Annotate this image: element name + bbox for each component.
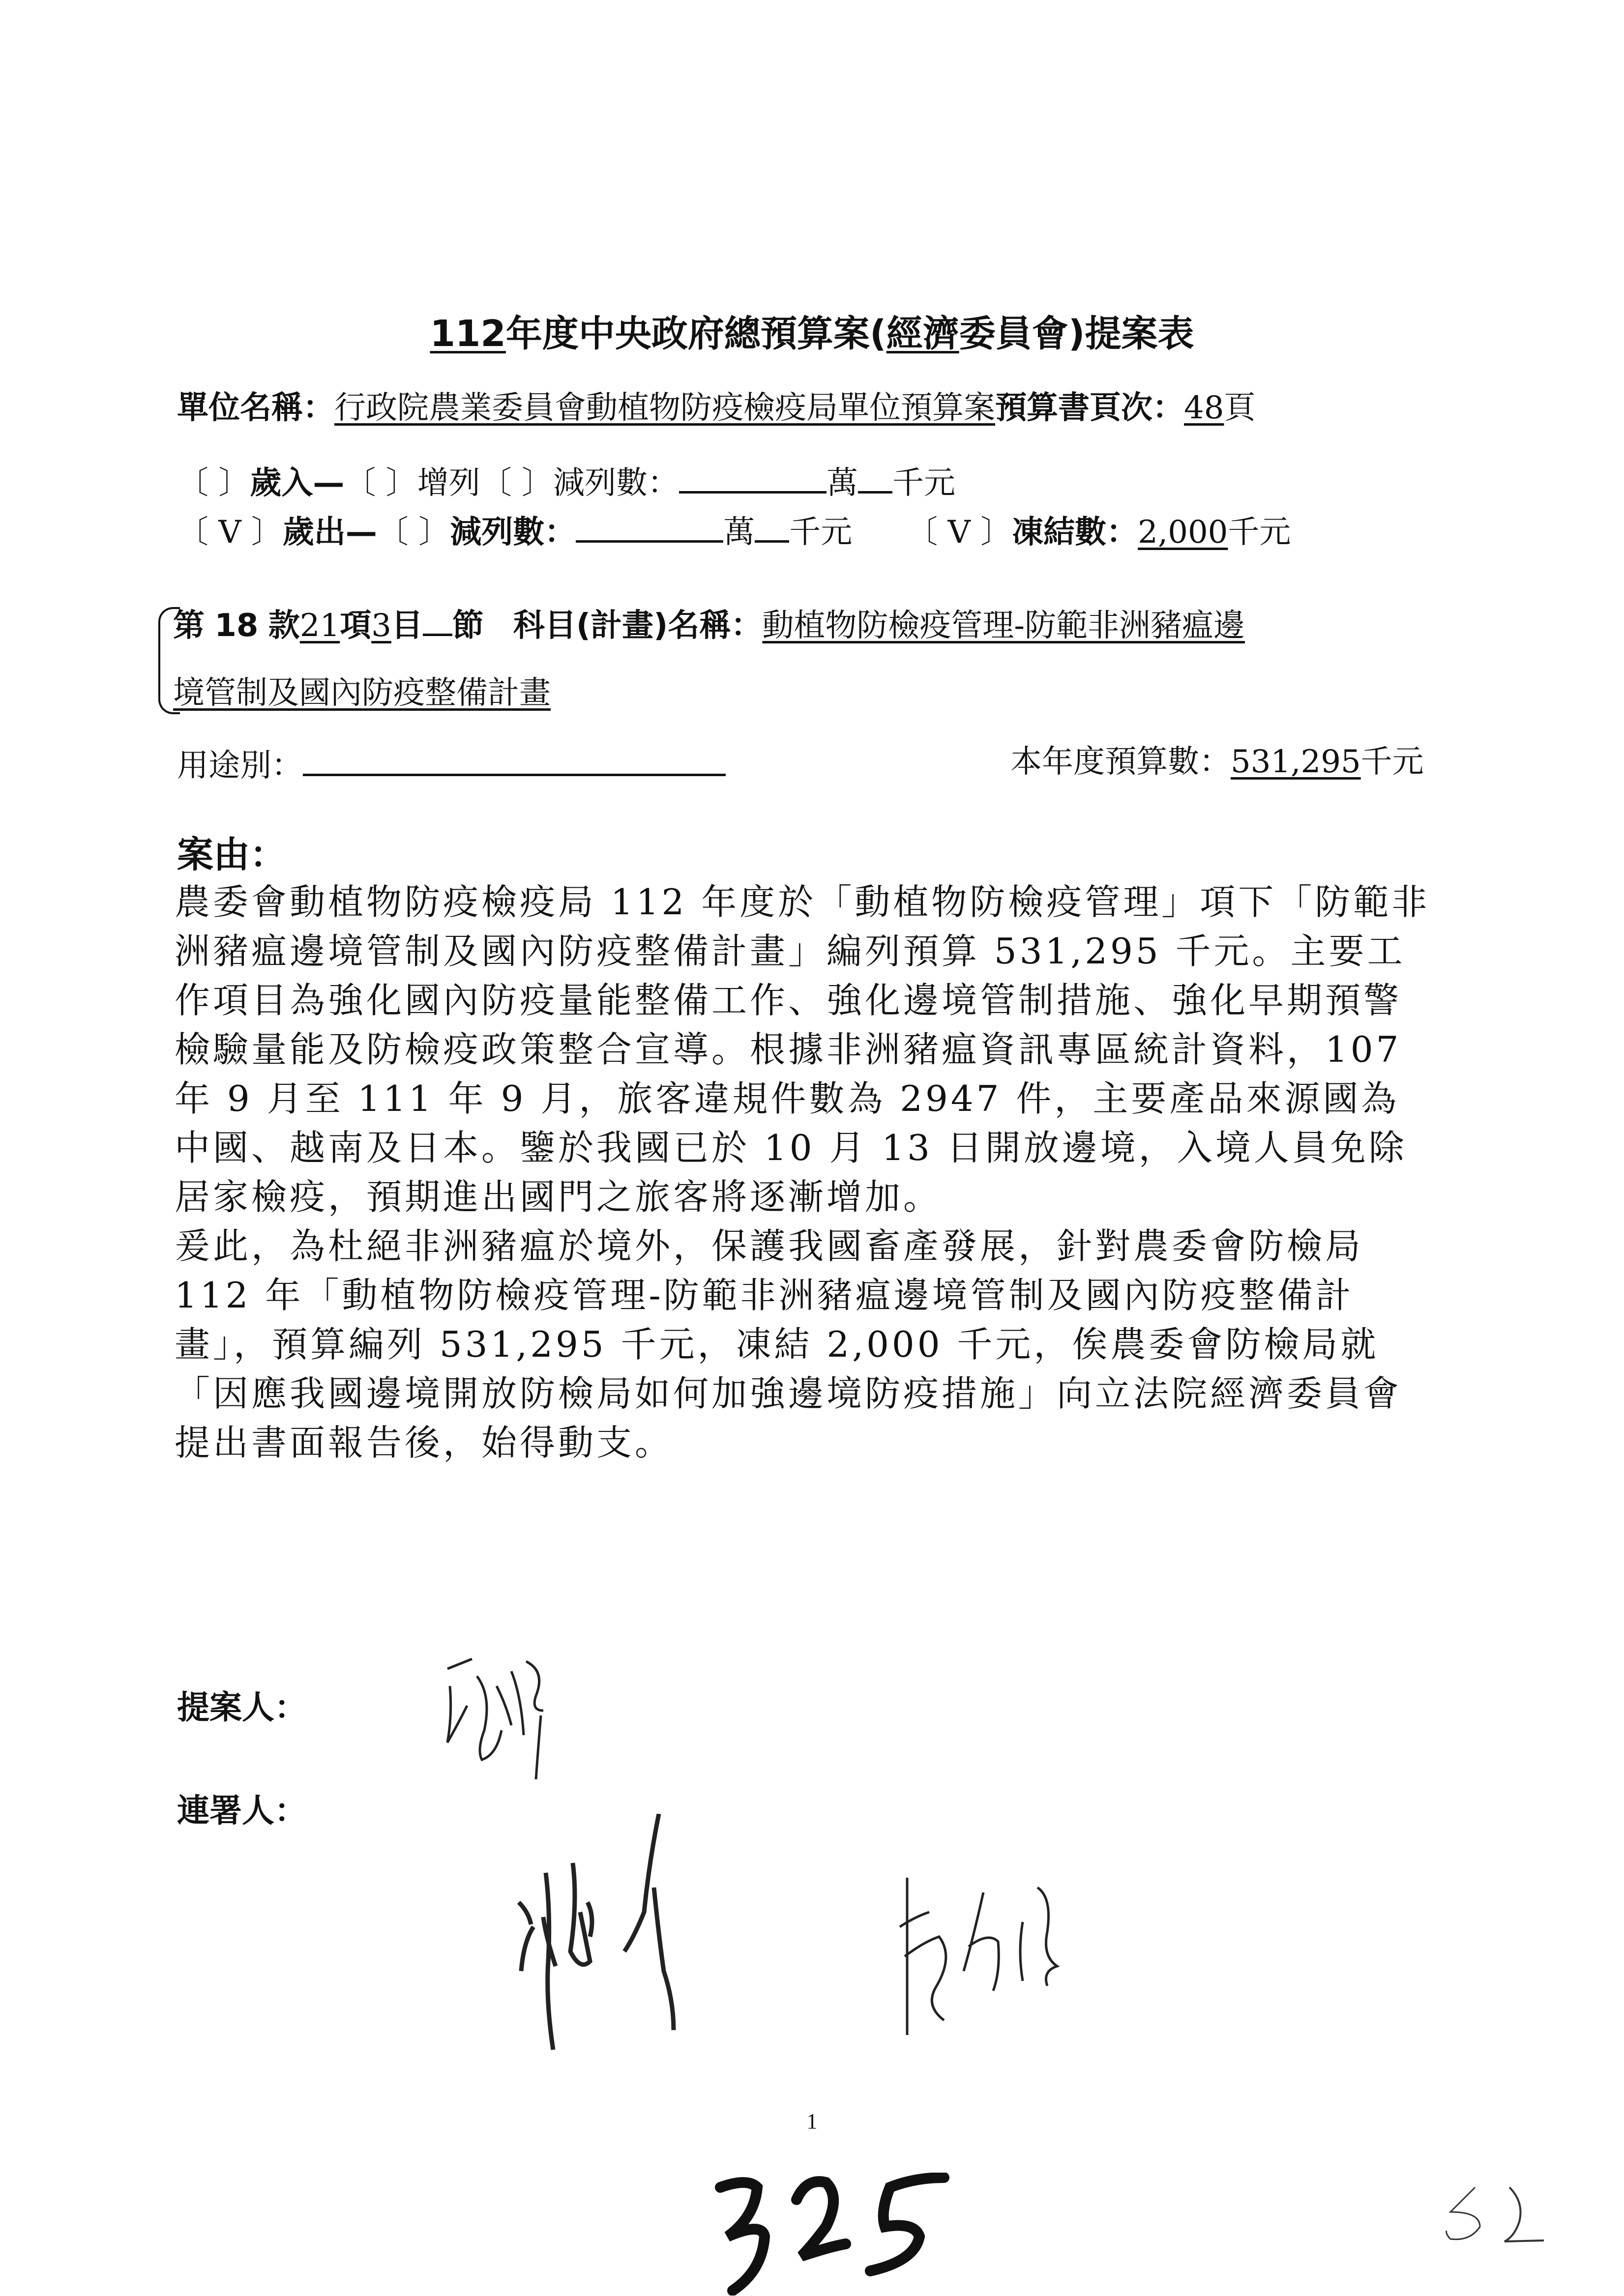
page-value: 48	[1184, 390, 1224, 426]
item-jie-blank[interactable]	[423, 602, 452, 636]
revenue-add-label: 增列	[417, 465, 480, 501]
freeze-unit: 千元	[1228, 514, 1291, 551]
revenue-cut-label: 減列數：	[553, 465, 679, 501]
revenue-wan: 萬	[827, 465, 858, 501]
expenditure-wan-blank[interactable]	[576, 509, 723, 543]
corner-number-52	[1441, 2182, 1549, 2251]
item-mu: 目	[391, 608, 423, 644]
expenditure-cut-checkbox[interactable]: 〔 〕	[377, 514, 450, 551]
budget-value: 531,295	[1231, 744, 1361, 780]
expenditure-label: 歲出—	[282, 514, 377, 551]
freeze-value: 2,000	[1138, 514, 1228, 551]
budget-unit: 千元	[1360, 744, 1424, 780]
title-year: 112	[430, 313, 506, 355]
unit-value: 行政院農業委員會動植物防疫檢疫局單位預算案	[334, 390, 995, 426]
subject-line-1: 動植物防檢疫管理-防範非洲豬瘟邊	[762, 608, 1245, 644]
subject-label: 科目(計畫)名稱：	[513, 608, 763, 644]
item-row-1	[173, 602, 1245, 645]
cosigner-label: 連署人：	[177, 1792, 307, 1830]
revenue-label: 歲入—	[250, 465, 345, 501]
reason-heading: 案由：	[177, 834, 286, 876]
freeze-label: 凍結數：	[1012, 514, 1138, 551]
expenditure-qian-blank[interactable]	[755, 509, 789, 543]
item-mu-number: 3	[371, 608, 391, 644]
handwritten-number-325	[708, 2173, 954, 2296]
proposer-signature	[438, 1657, 615, 1784]
cosigner-signature-2	[895, 1873, 1101, 2040]
revenue-wan-blank[interactable]	[679, 460, 827, 494]
expenditure-cut-label: 減列數：	[450, 514, 576, 551]
subject-line-2: 境管制及國內防疫整備計畫	[173, 675, 551, 711]
revenue-qian-blank[interactable]	[858, 460, 892, 494]
revenue-checkbox[interactable]: 〔 〕	[177, 465, 250, 501]
title-committee: 經濟	[886, 313, 959, 355]
usage-blank[interactable]	[303, 742, 726, 776]
item-xiang-number: 21	[299, 608, 340, 644]
revenue-line	[177, 460, 955, 503]
proposer-label: 提案人：	[177, 1688, 307, 1726]
page-suffix: 頁	[1224, 390, 1256, 426]
expenditure-qian: 千元	[789, 514, 853, 551]
expenditure-checkbox[interactable]: 〔 V 〕	[177, 514, 283, 551]
budget-label: 本年度預算數：	[1010, 744, 1231, 780]
budget-item-section	[158, 602, 1525, 720]
item-di: 第	[173, 608, 205, 644]
item-jie: 節	[452, 608, 484, 644]
cosigner-signature-1	[511, 1814, 728, 2069]
usage-label: 用途別：	[177, 748, 303, 784]
reason-body	[175, 877, 1433, 1467]
reason-paragraph-1: 農委會動植物防疫檢疫局 112 年度於「動植物防檢疫管理」項下「防範非洲豬瘟邊境管制及國內防疫整備計畫」編列預算 531,295 千元。主要工作項目為強化國內防疫量能整備工作、強化邊境管制措施、強化早期預警檢驗量能及防檢疫政策整合宣導。根據非洲豬瘟資訊專區統計資料，107 年 9 月至 111 年 9 月，旅客違規件數為 2947 件，主要產品來源國為中國、越南及日本。鑒於我國已於 10 月 13 日開放邊境，入境人員免除居家檢疫，預期進出國門之旅客將逐漸增加。	[175, 881, 1430, 1218]
page-label: 預算書頁次：	[995, 390, 1184, 426]
unit-label: 單位名稱：	[177, 390, 334, 426]
expenditure-wan: 萬	[723, 514, 755, 551]
page-number: 1	[806, 2109, 818, 2133]
expenditure-line	[177, 509, 1291, 552]
item-kuan: 款	[268, 608, 300, 644]
document-title	[0, 305, 1624, 357]
reason-paragraph-2: 爰此，為杜絕非洲豬瘟於境外，保護我國畜產發展，針對農委會防檢局 112 年「動植物防檢疫管理-防範非洲豬瘟邊境管制及國內防疫整備計畫」，預算編列 531,295 千元，凍結 2,000 千元，俟農委會防檢局就「因應我國邊境開放防檢局如何加強邊境防疫措施」向立法院經濟委員會提出書面報告後，始得動支。	[175, 1225, 1402, 1463]
revenue-add-checkbox[interactable]: 〔 〕	[344, 465, 417, 501]
usage-line	[177, 742, 726, 785]
title-part2: 委員會)提案表	[959, 313, 1194, 355]
freeze-checkbox[interactable]: 〔 V 〕	[906, 514, 1012, 551]
item-kuan-number: 18	[214, 608, 259, 644]
item-xiang: 項	[340, 608, 372, 644]
revenue-cut-checkbox[interactable]: 〔 〕	[480, 465, 554, 501]
item-row-2	[173, 673, 551, 713]
revenue-qian: 千元	[892, 465, 956, 501]
unit-line	[177, 388, 1255, 428]
budget-line	[1010, 742, 1424, 782]
title-part1: 年度中央政府總預算案(	[505, 313, 886, 355]
